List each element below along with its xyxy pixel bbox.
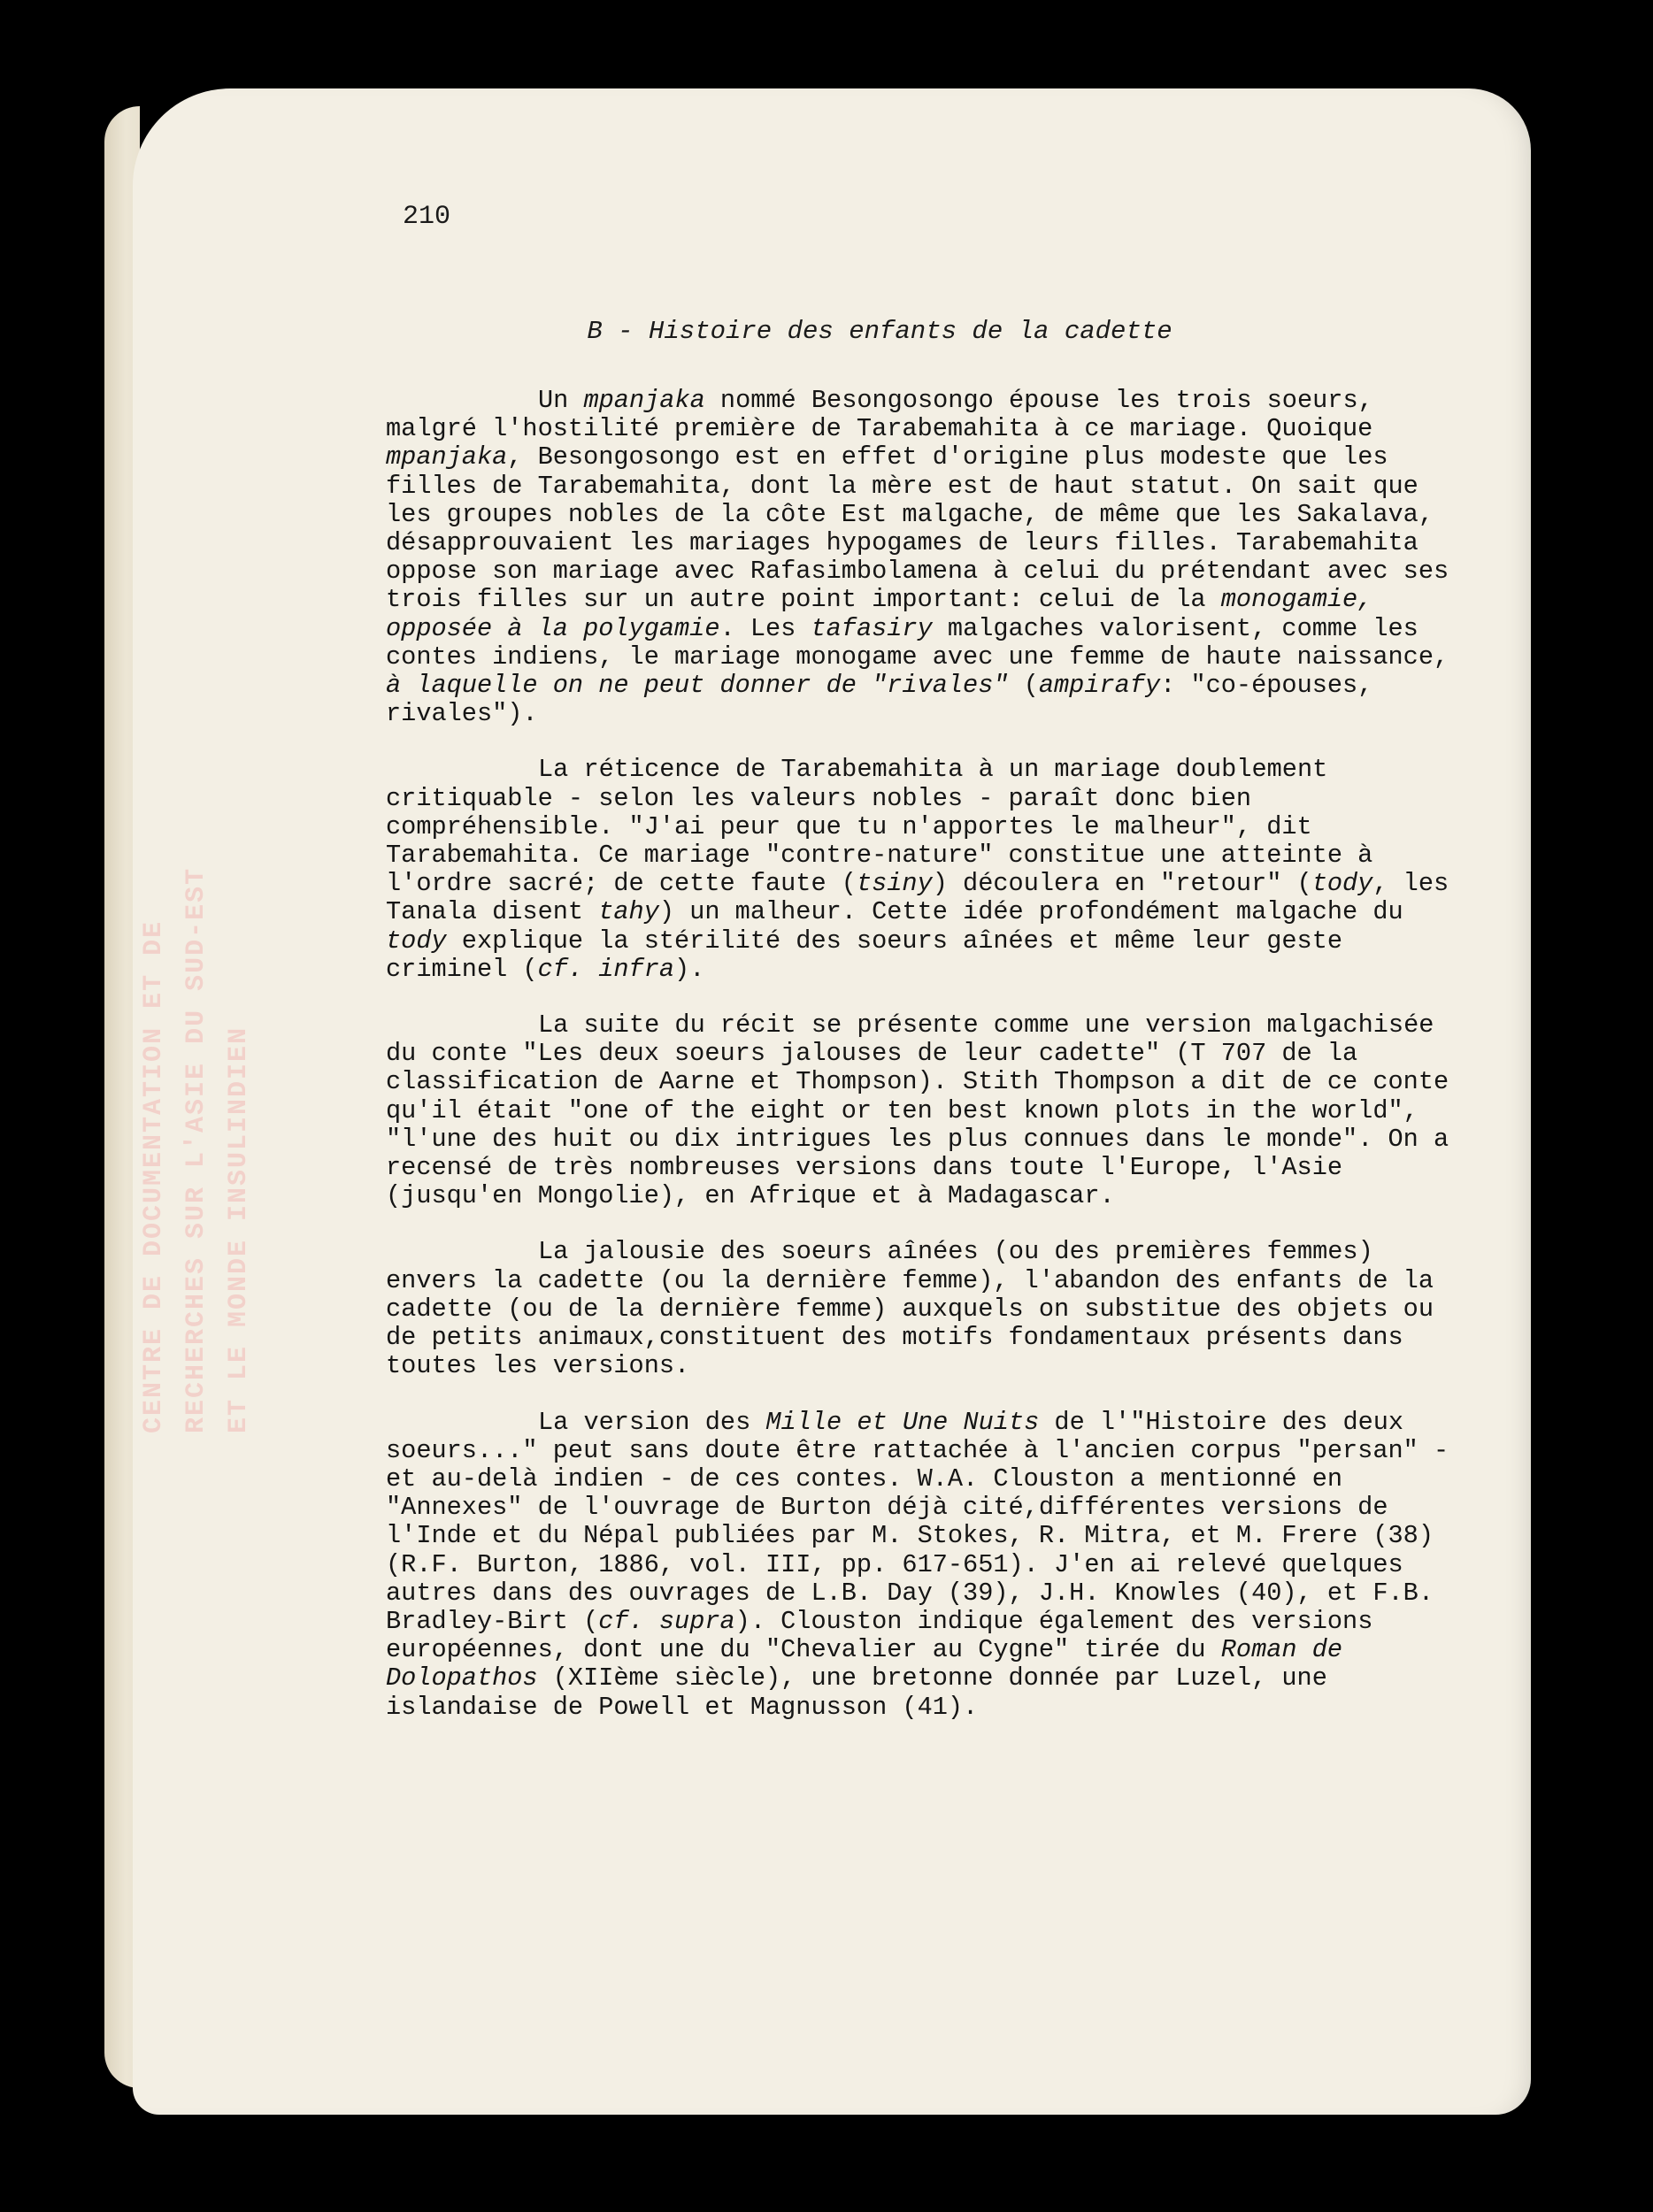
section-heading: B - Histoire des enfants de la cadette — [587, 317, 1172, 346]
stamp-line: CENTRE DE DOCUMENTATION ET DE — [139, 919, 169, 1433]
text-run: La version des — [538, 1407, 766, 1437]
page-number: 210 — [403, 202, 451, 232]
paragraph — [386, 1011, 1462, 1210]
italic-term: tafasiry — [811, 613, 933, 643]
italic-term: Mille et Une Nuits — [765, 1407, 1040, 1437]
italic-term: monogamie, opposée à la polygamie — [386, 585, 1373, 643]
text-run: La suite du récit se présente comme une version malgachisée du conte "Les deux soeurs jalouses de leur cadette" (T 707 de la classification de Aarne et Thompson). Stith Thompson a dit de ce conte qu'il était "one of the eight or ten best known plots in the world", "l'une des huit ou dix intrigues les plus connues dans le monde". On a recensé de très nombreuses versions dans toute l'Europe, l'Asie (jusqu'en Mongolie), en Afrique et à Madagascar. — [386, 1010, 1449, 1211]
text-run: La jalousie des soeurs aînées (ou des premières femmes) envers la cadette (ou la dernière femme), l'abandon des enfants de la cadette (ou de la dernière femme) auxquels on substitue des objets ou de petits animaux,constituent des motifs fondamentaux présents dans toutes les versions. — [386, 1237, 1434, 1381]
text-run: . Les — [719, 613, 811, 643]
paragraph — [386, 1238, 1462, 1380]
text-run: ). — [674, 954, 705, 984]
italic-term: tsiny — [856, 869, 933, 899]
italic-term: tody — [1311, 869, 1373, 899]
paragraph — [386, 387, 1462, 728]
body-text — [386, 387, 1462, 1749]
paragraph — [386, 756, 1462, 984]
text-run: nommé Besongosongo épouse les trois soeurs, malgré l'hostilité première de Tarabemahita à ce mariage. Quoique — [386, 386, 1373, 444]
text-run: , les Tanala disent — [386, 869, 1449, 927]
text-run: de l'"Histoire des deux soeurs..." peut sans doute être rattachée à l'ancien corpus "persan" - et au-delà indien - de ces contes. W.A. Clouston a mentionné en "Annexes" de l'ouvrage de Burton déjà cité,différentes versions de l'Inde et du Népal publiées par M. Stokes, R. Mitra, et M. Frere (38) (R.F. Burton, 1886, vol. III, pp. 617-651). J'en ai relevé quelques autres dans des ouvrages de L.B. Day (39), J.H. Knowles (40), et F.B. Bradley-Birt ( — [386, 1407, 1449, 1636]
italic-term: cf. supra — [598, 1606, 735, 1636]
text-run: , Besongosongo est en effet d'origine plus modeste que les filles de Tarabemahita, dont la mère est de haut statut. On sait que les groupes nobles de la côte Est malgache, de même que les Sakalava, désapprouvaient les mariages hypogames de leurs filles. Tarabemahita oppose son mariage avec Rafasimbolamena à celui du prétendant avec ses trois filles sur un autre point important: celui de la — [386, 442, 1449, 615]
stamp-line: RECHERCHES SUR L'ASIE DU SUD-EST — [181, 866, 211, 1433]
text-run: ) un malheur. Cette idée profondément malgache du — [658, 897, 1403, 927]
text-run: ) découlera en "retour" ( — [932, 869, 1312, 899]
italic-term: mpanjaka — [386, 442, 508, 472]
italic-term: ampirafy — [1038, 671, 1161, 701]
italic-term: tody — [386, 926, 447, 956]
text-run: malgaches valorisent, comme les contes indiens, le mariage monogame avec une femme de haute naissance, — [386, 613, 1449, 672]
italic-term: Roman de Dolopathos — [386, 1635, 1343, 1694]
text-run: Un — [538, 386, 584, 415]
library-stamp-bleed — [133, 867, 260, 1433]
text-run: ). Clouston indique également des versions européennes, dont une du "Chevalier au Cygne" tirée du — [386, 1606, 1373, 1665]
italic-term: tahy — [598, 897, 659, 927]
italic-term: cf. infra — [537, 954, 675, 984]
stamp-line: ET LE MONDE INSULINDIEN — [224, 1025, 254, 1433]
text-run: : "co-épouses, rivales"). — [386, 671, 1373, 729]
text-run: explique la stérilité des soeurs aînées et même leur geste criminel ( — [386, 926, 1343, 984]
text-run: La réticence de Tarabemahita à un mariage doublement critiquable - selon les valeurs nobles - paraît donc bien compréhensible. "J'ai peur que tu n'apportes le malheur", dit Tarabemahita. Ce mariage "contre-nature" constitue une atteinte à l'ordre sacré; de cette faute ( — [386, 755, 1373, 899]
italic-term: mpanjaka — [583, 386, 705, 415]
italic-term: à laquelle on ne peut donner de "rivales" — [386, 671, 1009, 701]
text-run: (XIIème siècle), une bretonne donnée par Luzel, une islandaise de Powell et Magnusson (41). — [386, 1663, 1327, 1722]
paragraph — [386, 1409, 1462, 1722]
text-run: ( — [1008, 671, 1039, 701]
